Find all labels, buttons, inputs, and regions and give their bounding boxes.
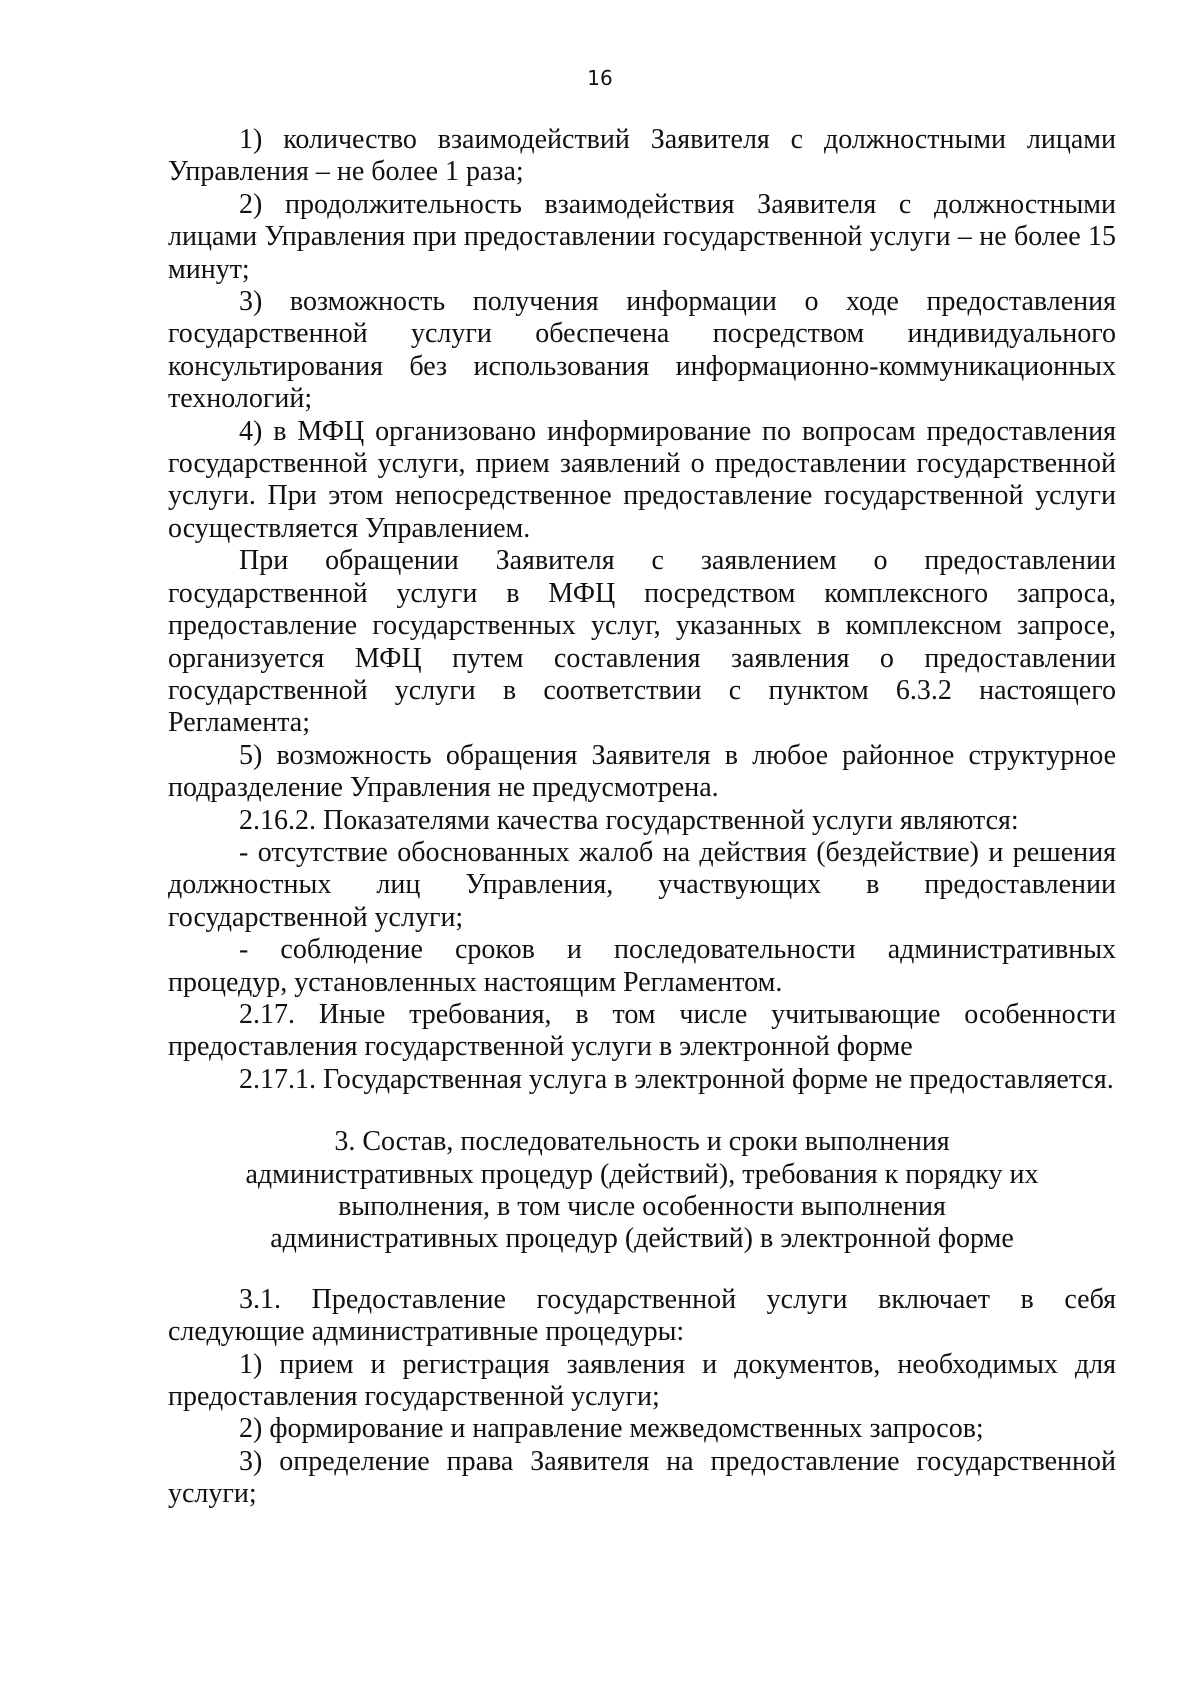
- paragraph-quality-indicators: 2.16.2. Показателями качества государственной услуги являются:: [239, 804, 1019, 836]
- paragraph-no-complaints: - отсутствие обоснованных жалоб на действия (бездействие) и решения должностных лиц Управления, участвующих в предоставлении государственной услуги;: [168, 836, 1116, 933]
- paragraph-deadlines-compliance: - соблюдение сроков и последовательности административных процедур, установленных настоящим Регламентом.: [168, 934, 1116, 998]
- paragraph-procedures-intro: 3.1. Предоставление государственной услуги включает в себя следующие административные процедуры:: [168, 1283, 1116, 1348]
- paragraph-procedure-reception: 1) прием и регистрация заявления и документов, необходимых для предоставления государственной услуги;: [168, 1348, 1116, 1413]
- paragraph-procedure-interagency: 2) формирование и направление межведомственных запросов;: [239, 1413, 984, 1445]
- paragraph-electronic-form: 2.17.1. Государственная услуга в электронной форме не предоставляется.: [239, 1063, 1114, 1095]
- page-number: 16: [587, 66, 613, 90]
- document-body: [168, 124, 1116, 1511]
- paragraph-procedure-eligibility: 3) определение права Заявителя на предоставление государственной услуги;: [168, 1445, 1116, 1510]
- paragraph-district-division: 5) возможность обращения Заявителя в любое районное структурное подразделение Управления не предусмотрена.: [168, 739, 1116, 804]
- paragraph-information-access: 3) возможность получения информации о ходе предоставления государственной услуги обеспечена посредством индивидуального консультирования без использования информационно-коммуникационных технологий;: [168, 286, 1116, 415]
- paragraph-interaction-duration: 2) продолжительность взаимодействия Заявителя с должностными лицами Управления при предоставлении государственной услуги – не более 15 минут;: [168, 188, 1116, 285]
- paragraph-other-requirements: 2.17. Иные требования, в том числе учитывающие особенности предоставления государственной услуги в электронной форме: [168, 998, 1116, 1063]
- paragraph-mfc-informing: 4) в МФЦ организовано информирование по вопросам предоставления государственной услуги, прием заявлений о предоставлении государственной услуги. При этом непосредственное предоставление государственной услуги осуществляется Управлением.: [168, 415, 1116, 544]
- paragraph-interaction-count: 1) количество взаимодействий Заявителя с должностными лицами Управления – не более 1 раза;: [168, 124, 1116, 188]
- section-heading: 3. Состав, последовательность и сроки выполнения административных процедур (действий), требования к порядку их выполнения, в том числе особенности выполнения административных процедур (действий) в электронной форме: [245, 1126, 1039, 1255]
- paragraph-complex-request: При обращении Заявителя с заявлением о предоставлении государственной услуги в МФЦ посредством комплексного запроса, предоставление государственных услуг, указанных в комплексном запросе, организуется МФЦ путем составления заявления о предоставлении государственной услуги в соответствии с пунктом 6.3.2 настоящего Регламента;: [168, 545, 1116, 739]
